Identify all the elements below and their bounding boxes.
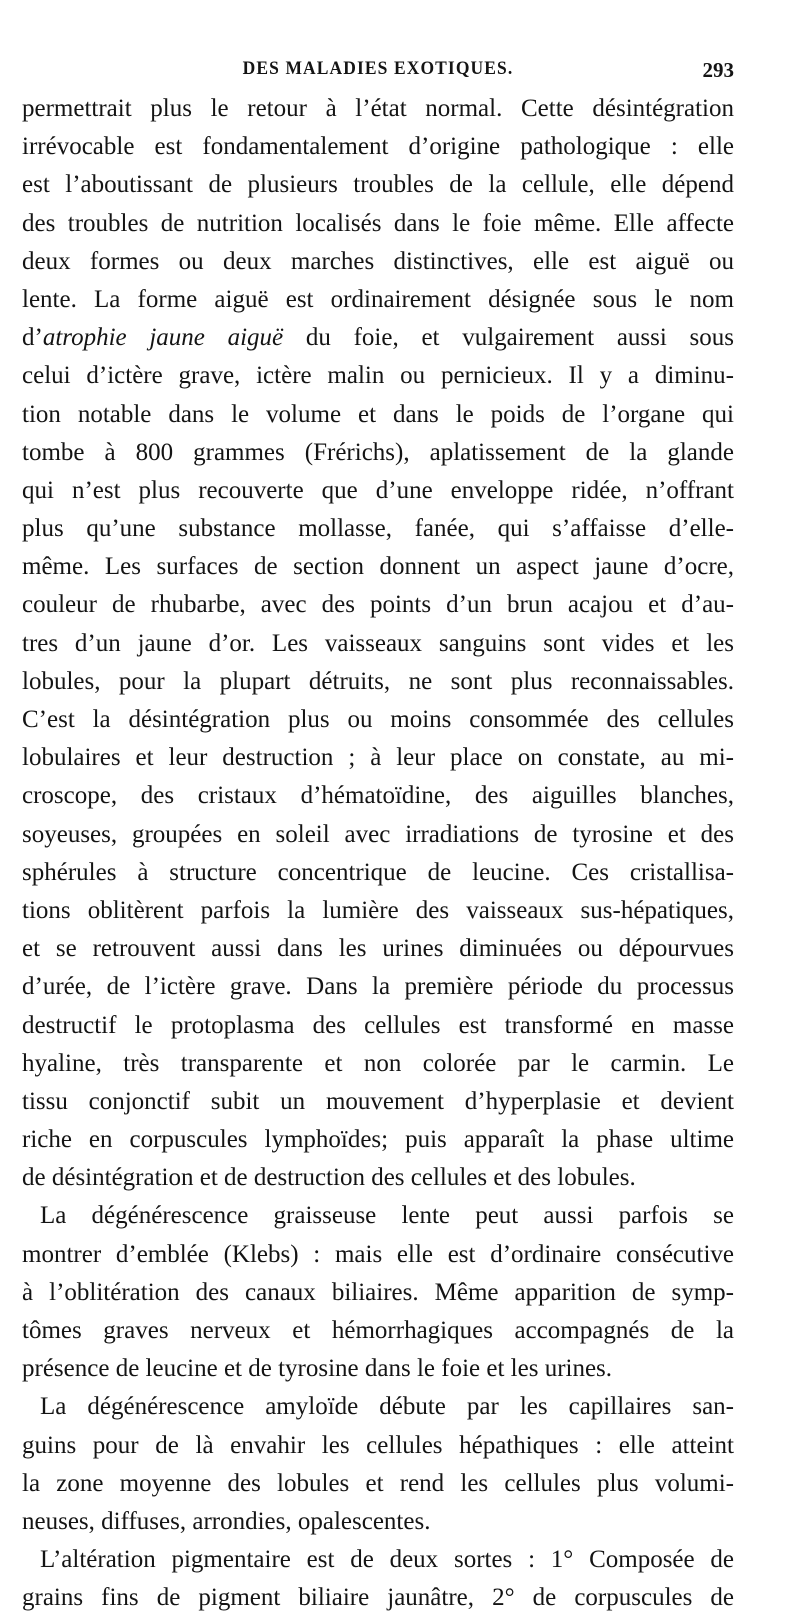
text-line: permettrait plus le retour à l’état normal. Cette désintégration [22, 95, 734, 122]
text-line: guins pour de là envahir les cellules hépathiques : elle atteint [22, 1431, 734, 1459]
text-line: La dégénérescence amyloïde débute par les capillaires san- [40, 1393, 734, 1421]
text-line: croscope, des cristaux d’hématoïdine, des aiguilles blanches, [22, 782, 734, 810]
text-line: est l’aboutissant de plusieurs troubles de la cellule, elle dépend [22, 171, 734, 199]
text-line: tions oblitèrent parfois la lumière des vaisseaux sus-hépatiques, [22, 896, 734, 924]
text-line: tissu conjonctif subit un mouvement d’hyperplasie et devient [22, 1087, 734, 1115]
text-line: deux formes ou deux marches distinctives, elle est aiguë ou [22, 247, 734, 275]
text-line: lobulaires et leur destruction ; à leur place on constate, au mi- [22, 744, 734, 772]
page-number: 293 [702, 58, 734, 82]
text-line: plus qu’une substance mollasse, fanée, qui s’affaisse d’elle- [22, 515, 734, 543]
text-line: tômes graves nerveux et hémorrhagiques accompagnés de la [22, 1317, 734, 1344]
text-line: sphérules à structure concentrique de leucine. Ces cristallisa- [22, 858, 734, 886]
text-line: C’est la désintégration plus ou moins consommée des cellules [22, 706, 734, 733]
text-line: à l’oblitération des canaux biliaires. Même apparition de symp- [22, 1278, 734, 1306]
text-line [22, 319, 734, 357]
text-segment: d’ [22, 324, 43, 352]
text-segment: du foie, et vulgairement aussi sous [283, 324, 734, 352]
text-line: lobules, pour la plupart détruits, ne sont plus reconnaissables. [22, 667, 734, 695]
text-line: de désintégration et de destruction des cellules et des lobules. [22, 1164, 636, 1192]
text-line: destructif le protoplasma des cellules est transformé en masse [22, 1011, 734, 1039]
text-line: L’altération pigmentaire est de deux sortes : 1° Composée de [40, 1546, 734, 1574]
text-line: irrévocable est fondamentalement d’origine pathologique : elle [22, 133, 734, 161]
text-line: des troubles de nutrition localisés dans le foie même. Elle affecte [22, 209, 734, 237]
text-line: présence de leucine et de tyrosine dans le foie et les urines. [22, 1355, 613, 1383]
text-line: montrer d’emblée (Klebs) : mais elle est d’ordinaire consécutive [22, 1240, 734, 1268]
text-line: hyaline, très transparente et non colorée par le carmin. Le [22, 1049, 734, 1077]
text-line: la zone moyenne des lobules et rend les cellules plus volumi- [22, 1469, 734, 1497]
text-line: La dégénérescence graisseuse lente peut aussi parfois se [40, 1202, 734, 1230]
text-line: tombe à 800 grammes (Frérichs), aplatissement de la glande [22, 438, 734, 466]
text-line: qui n’est plus recouverte que d’une enveloppe ridée, n’offrant [22, 476, 734, 504]
text-line: tion notable dans le volume et dans le poids de l’organe qui [22, 400, 734, 428]
text-line: soyeuses, groupées en soleil avec irradiations de tyrosine et des [22, 820, 734, 848]
running-head [22, 58, 734, 88]
italic-term: atrophie jaune aiguë [42, 324, 284, 352]
text-line: neuses, diffuses, arrondies, opalescentes. [22, 1507, 431, 1535]
text-line: d’urée, de l’ictère grave. Dans la première période du processus [22, 973, 734, 1001]
text-line: et se retrouvent aussi dans les urines diminuées ou dépourvues [22, 935, 734, 963]
text-line: grains fins de pigment biliaire jaunâtre, 2° de corpuscules de [22, 1584, 734, 1612]
text-line: même. Les surfaces de section donnent un aspect jaune d’ocre, [22, 553, 734, 581]
text-line: tres d’un jaune d’or. Les vaisseaux sanguins sont vides et les [22, 629, 734, 657]
running-title: DES MALADIES EXOTIQUES. [242, 58, 514, 79]
text-line: couleur de rhubarbe, avec des points d’un brun acajou et d’au- [22, 591, 734, 619]
body-text [22, 90, 734, 1618]
text-line: lente. La forme aiguë est ordinairement désignée sous le nom [22, 285, 734, 313]
text-line: riche en corpuscules lymphoïdes; puis apparaît la phase ultime [22, 1126, 734, 1154]
text-line: celui d’ictère grave, ictère malin ou pernicieux. Il y a diminu- [22, 362, 734, 390]
